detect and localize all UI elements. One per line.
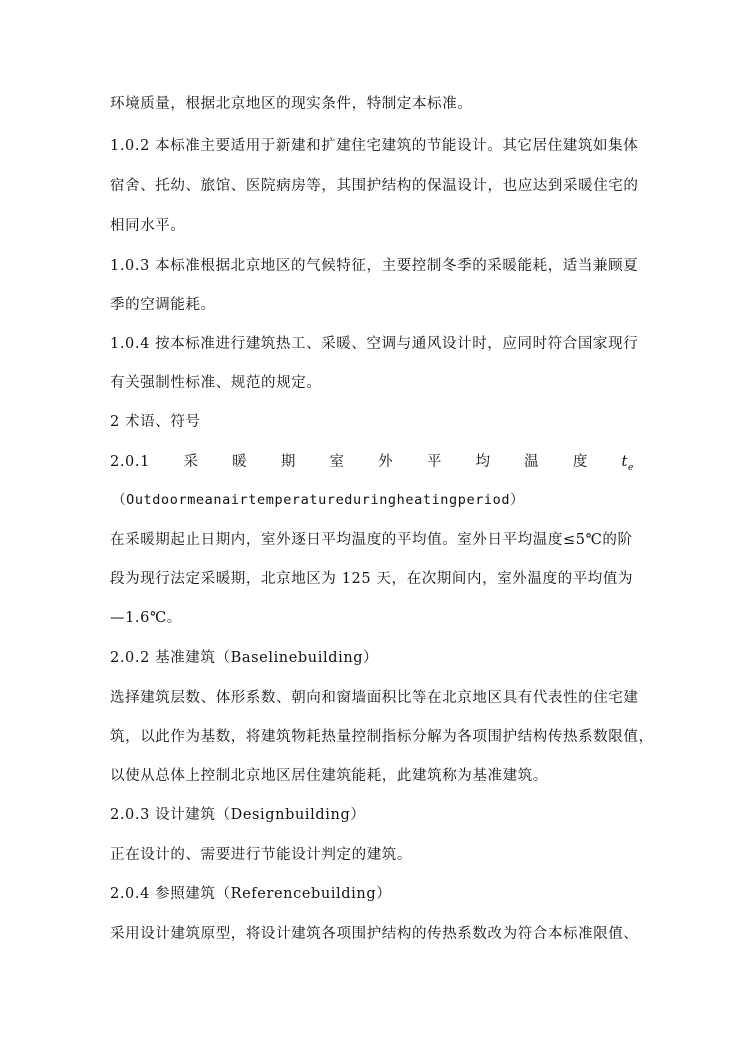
clause-1-0-2: 1.0.2 本标准主要适用于新建和扩建住宅建筑的节能设计。其它居住建筑如集体 xyxy=(110,138,639,154)
symbol-t-e xyxy=(622,452,634,478)
symbol-subscript: e xyxy=(627,462,634,473)
title-char: 外 xyxy=(378,454,394,470)
clause-2-0-2: 2.0.2 基准建筑（Baselinebuilding） xyxy=(110,650,379,666)
title-char: 平 xyxy=(426,454,442,470)
text-line: 段为现行法定采暖期，北京地区为 125 天，在次期间内，室外温度的平均值为 xyxy=(110,571,634,587)
title-char: 温 xyxy=(524,454,540,470)
text-line: 环境质量，根据北京地区的现实条件，特制定本标准。 xyxy=(110,96,473,112)
clause-2-0-4: 2.0.4 参照建筑（Referencebuilding） xyxy=(110,886,392,902)
text-line: 以使从总体上控制北京地区居住建筑能耗，此建筑称为基准建筑。 xyxy=(110,768,548,784)
text-line: —1.6℃。 xyxy=(110,610,182,626)
text-line: 筑，以此作为基数，将建筑物耗热量控制指标分解为各项围护结构传热系数限值， xyxy=(110,729,654,745)
title-char: 室 xyxy=(329,454,345,470)
title-char: 均 xyxy=(475,454,491,470)
text-line: 正在设计的、需要进行节能设计判定的建筑。 xyxy=(110,847,412,863)
clause-2-0-3: 2.0.3 设计建筑（Designbuilding） xyxy=(110,807,366,823)
text-line: 季的空调能耗。 xyxy=(110,297,216,313)
clause-1-0-3: 1.0.3 本标准根据北京地区的气候特征，主要控制冬季的采暖能耗，适当兼顾夏 xyxy=(110,258,639,274)
section-heading: 2 术语、符号 xyxy=(110,414,201,430)
title-char: 度 xyxy=(572,454,588,470)
english-term: （Outdoormeanairtemperatureduringheatingperiod） xyxy=(112,492,525,508)
text-line: 有关强制性标准、规范的规定。 xyxy=(110,375,322,391)
text-line: 相同水平。 xyxy=(110,218,186,234)
title-char: 采 xyxy=(183,454,199,470)
clause-number: 2.0.1 xyxy=(110,454,150,470)
title-char: 期 xyxy=(280,454,296,470)
text-line: 采用设计建筑原型，将设计建筑各项围护结构的传热系数改为符合本标准限值、 xyxy=(110,926,639,942)
text-line: 选择建筑层数、体形系数、朝向和窗墙面积比等在北京地区具有代表性的住宅建 xyxy=(110,690,639,706)
clause-2-0-1-title xyxy=(110,452,634,478)
text-line: 在采暖期起止日期内，室外逐日平均温度的平均值。室外日平均温度≤5℃的阶 xyxy=(110,532,633,548)
clause-1-0-4: 1.0.4 按本标准进行建筑热工、采暖、空调与通风设计时，应同时符合国家现行 xyxy=(110,336,639,352)
text-line: 宿舍、托幼、旅馆、医院病房等，其围护结构的保温设计，也应达到采暖住宅的 xyxy=(110,178,639,194)
title-char: 暖 xyxy=(232,454,248,470)
symbol-t: t xyxy=(621,454,628,470)
